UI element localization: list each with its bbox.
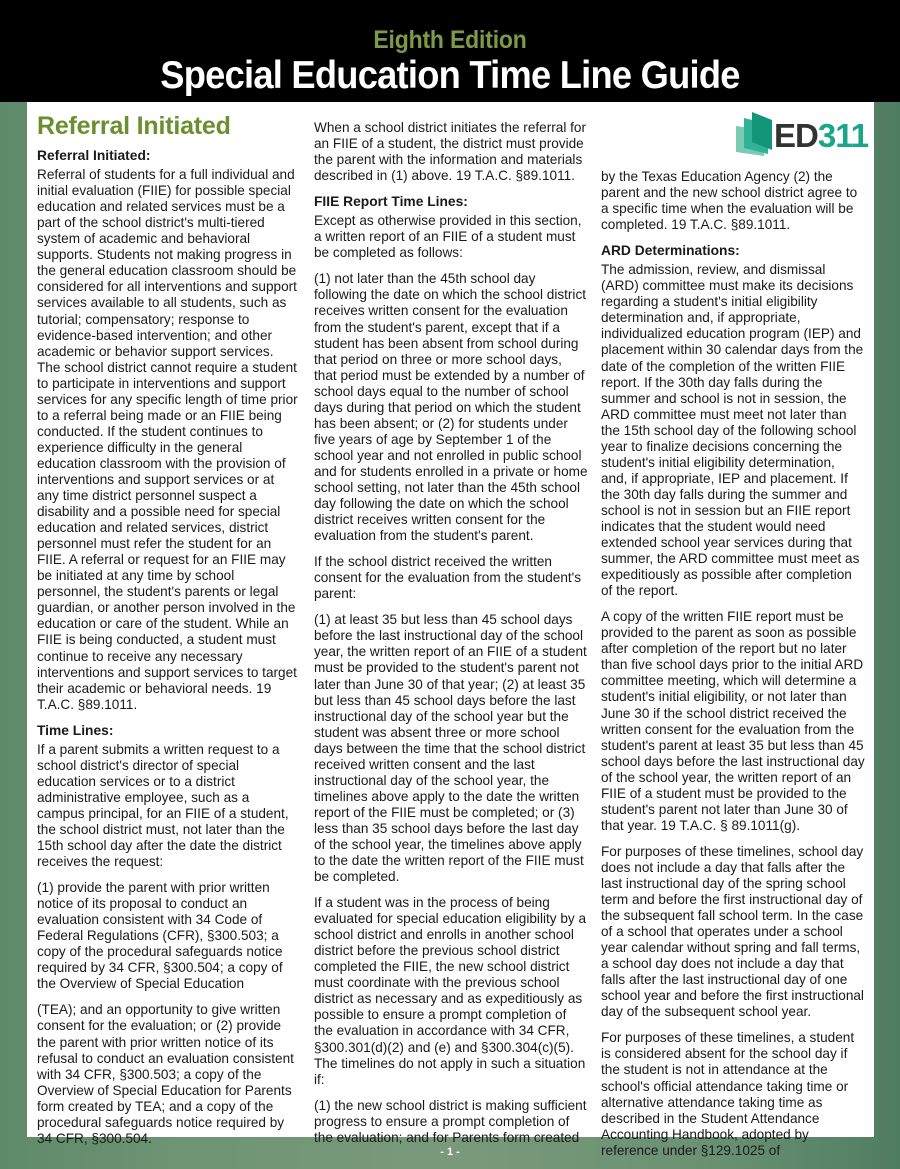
column-2 [314,120,588,1156]
page-header [0,0,900,102]
paragraph: The admission, review, and dismissal (ARD) committee must make its decisions regarding a student's initial eligibility determination and, if appropriate, individualized education program (IEP) and placement within 30 calendar days from the date of the completion of the written FIIE report. If the 30th day falls during the summer and school is not in session, the ARD committee must meet not later than the 15th school day of the following school year to finalize decisions concerning the student's initial eligibility determination, and, if appropriate, IEP and placement. If the 30th day falls during the summer and school is not in session but an FIIE report indicates that the student would need extended school year services during that summer, the ARD committee must meet as expeditiously as possible after completion of the report. [601,262,864,599]
column-1 [37,102,299,1157]
content-panel [27,102,874,1158]
heading-referral-initiated: Referral Initiated: [37,148,151,164]
logo-text-number: 311 [817,117,869,154]
logo-text-ed: ED [774,117,818,154]
paragraph: (1) provide the parent with prior written notice of its proposal to conduct an evaluation consistent with 34 Code of Federal Regulations (CFR), §300.503; a copy of the procedural safeguards notice required by 34 CFR, §300.504; a copy of the Overview of Special Education [37,880,283,992]
section-title: Referral Initiated [37,112,231,140]
edition-label: Eighth Edition [373,26,527,54]
ed311-logo [734,112,869,156]
heading-fiie-report-time-lines: FIIE Report Time Lines: [314,194,468,210]
column-3 [601,169,865,1169]
paragraph: Except as otherwise provided in this section, a written report of an FIIE of a student must be completed as follows: [314,213,582,261]
paragraph: If the school district received the written consent for the evaluation from the student's parent: [314,554,582,602]
heading-time-lines: Time Lines: [37,722,114,738]
paragraph: A copy of the written FIIE report must be provided to the parent as soon as possible after completion of the report but no later than five school days prior to the initial ARD committee meeting, which will determine a student's initial eligibility, or not later than June 30 if the school district received the written consent for the evaluation from the student's parent at least 35 but less than 45 school days before the last instructional day of the school year, the written report of an FIIE of a student must be provided to the student's parent not later than June 30 of that year. 19 T.A.C. § 89.1011(g). [601,609,865,833]
document-title: Special Education Time Line Guide [160,54,740,97]
page-number: - 1 - [440,1146,460,1158]
paragraph: (1) not later than the 45th school day following the date on which the school district receives written consent for the evaluation from the student's parent, except that if a student has been absent from school during that period on three or more school days, that period must be extended by a number of school days equal to the number of school days during that period on which the student has been absent; or (2) for students under five years of age by September 1 of the school year and not enrolled in public school and for students enrolled in a private or home school setting, not later than the 45th school day following the date on which the school district receives written consent for the evaluation from the student's parent. [314,271,588,544]
paragraph: by the Texas Education Agency (2) the parent and the new school district agree to a specific time when the evaluation will be completed. 19 T.A.C. §89.1011. [601,169,858,233]
paragraph: (1) the new school district is making sufficient progress to ensure a prompt completion of the evaluation; and for Parents form created [314,1097,587,1145]
book-icon [734,112,776,156]
paragraph: For purposes of these timelines, a student is considered absent for the school day if the student is not in attendance at the school's official attendance taking time or alternative attendance taking time as described in the Student Attendance Accounting Handbook, adopted by reference under §129.1025 of [601,1030,855,1158]
paragraph: If a parent submits a written request to a school district's director of special education services or to a district administrative employee, such as a campus principal, for an FIIE of a student, the school district must, not later than the 15th school day after the date the district receives the request: [37,741,289,870]
logo-text [774,118,868,154]
paragraph: Referral of students for a full individual and initial evaluation (FIIE) for possible special education and related services must be a part of the school district's multi-tiered system of academic and behavioral supports. Students not making progress in the general education classroom should be considered for all interventions and support services available to all students, such as tutorial; compensatory; response to evidence-based intervention; and other academic or behavior support services. The school district cannot require a student to participate in interventions and support services for any specific length of time prior to a referral being made or an FIIE being conducted. If the student continues to experience difficulty in the general education classroom with the provision of interventions and support services or at any time district personnel suspect a disability and a possible need for special education and related services, district personnel must refer the student for an FIIE. A referral or request for an FIIE may be initiated at any time by school personnel, the student's parents or legal guardian, or another person involved in the education or care of the student. While an FIIE is being conducted, a student must continue to receive any necessary interventions and support services to target their academic or behavioral needs. 19 T.A.C. §89.1011. [37,167,298,712]
paragraph: (1) at least 35 but less than 45 school days before the last instructional day of the school year, the written report of an FIIE of a student must be provided to the student's parent not later than June 30 of that year; (2) at least 35 but less than 45 school days before the last instructional day of the school year but the student was absent three or more school days between the time that the school district received written consent and the last instructional day of the school year, the timelines above apply to the date the written report of the FIIE must be completed; or (3) less than 35 school days before the last day of the school year, the timelines above apply to the date the written report of the FIIE must be completed. [314,612,587,885]
paragraph: For purposes of these timelines, school day does not include a day that falls after the last instructional day of the spring school term and before the first instructional day of the subsequent fall school term. In the case of a school that operates under a school year calendar without spring and fall terms, a school day does not include a day that falls after the last instructional day of one school year and before the first instructional day of the subsequent school year. [601,843,864,1020]
paragraph: (TEA); and an opportunity to give written consent for the evaluation; or (2) provide the parent with prior written notice of its refusal to conduct an evaluation consistent with 34 CFR, §300.503; a copy of the Overview of Special Education for Parents form created by TEA; and a copy of the procedural safeguards notice required by 34 CFR, §300.504. [37,1002,294,1146]
heading-ard-determinations: ARD Determinations: [601,243,740,259]
paragraph: When a school district initiates the referral for an FIIE of a student, the district must provide the parent with the information and materials described in (1) above. 19 T.A.C. §89.1011. [314,120,586,184]
paragraph: If a student was in the process of being evaluated for special education eligibility by a school district and enrolls in another school district before the previous school district completed the FIIE, the new school district must coordinate with the previous school district as necessary and as expeditiously as possible to ensure a prompt completion of the evaluation in accordance with 34 CFR, §300.301(d)(2) and (e) and §300.304(c)(5). The timelines do not apply in such a situation if: [314,895,587,1087]
